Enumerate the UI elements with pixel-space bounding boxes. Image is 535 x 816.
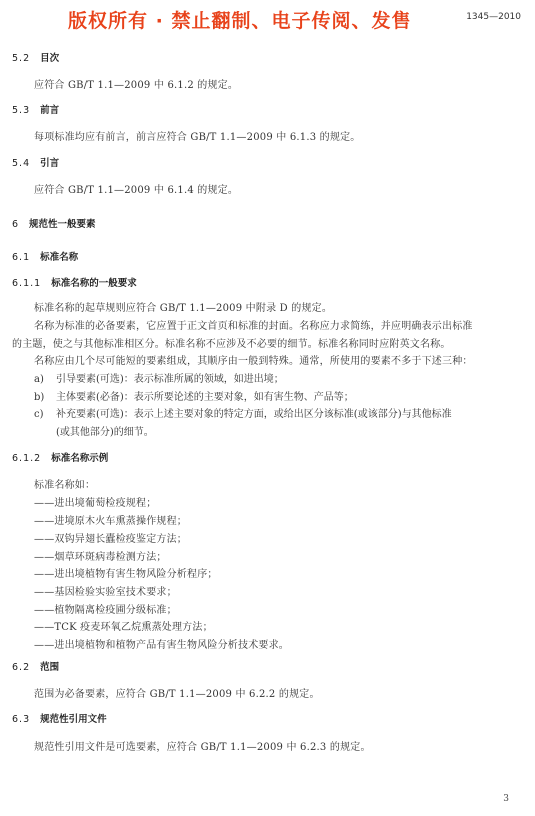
example-item: ——基因检验实验室技术要求； [34,587,177,598]
paragraph: 标准名称如： [34,480,96,491]
heading-5-2 [12,50,59,64]
example-item: ——烟草环斑病毒检测方法； [34,552,167,563]
paragraph: 名称应由几个尽可能短的要素组成，其顺序由一般到特殊。通常，所使用的要素不多于下述三种： [34,356,473,367]
list-text: 补充要素(可选)：表示上述主要对象的特定方面，或给出区分该标准(或该部分)与其他标准 [56,409,452,420]
list-item [34,388,354,403]
heading-number: 5.4 [12,158,31,169]
heading-number: 5.2 [12,53,31,64]
heading-6-3 [12,711,107,725]
paragraph: 应符合 GB/T 1.1—2009 中 6.1.2 的规定。 [34,80,239,91]
heading-6-1 [12,249,78,263]
example-item: ——进出境植物有害生物风险分析程序； [34,569,218,580]
list-label: c) [34,409,44,420]
example-item: ——进出境植物和植物产品有害生物风险分析技术要求。 [34,640,289,651]
heading-number: 6.3 [12,714,31,725]
list-text: 主体要素(必备)：表示所要论述的主要对象，如有害生物、产品等； [56,392,354,403]
list-item-continuation: (或其他部分)的细节。 [56,427,154,438]
list-text: 引导要素(可选)：表示标准所属的领域，如进出境； [56,374,284,385]
paragraph: 的主题，使之与其他标准相区分。标准名称不应涉及不必要的细节。标准名称同时应附英文名称。 [12,339,451,350]
heading-5-3 [12,102,59,116]
example-item: ——植物隔离检疫圃分级标准； [34,605,177,616]
heading-title: 标准名称的一般要求 [51,278,137,289]
example-item: ——进出境葡萄检疫规程； [34,498,157,509]
example-item: ——TCK 疫麦环氧乙烷熏蒸处理方法； [34,622,213,633]
heading-number: 5.3 [12,105,31,116]
heading-number: 6 [12,219,20,230]
list-label: a) [34,374,44,385]
list-item [34,370,284,385]
paragraph: 应符合 GB/T 1.1—2009 中 6.1.4 的规定。 [34,185,239,196]
heading-title: 引言 [40,158,60,169]
example-item: ——进境原木火车熏蒸操作规程； [34,516,187,527]
paragraph: 标准名称的起草规则应符合 GB/T 1.1—2009 中附录 D 的规定。 [34,303,333,314]
heading-title: 规范性引用文件 [40,714,107,725]
heading-6 [12,216,96,230]
heading-6-1-1 [12,275,137,289]
heading-5-4 [12,155,59,169]
list-item [34,405,452,420]
heading-title: 目次 [40,53,60,64]
paragraph: 名称为标准的必备要素，它应置于正文首页和标准的封面。名称应力求简练，并应明确表示出标准 [34,321,473,332]
heading-title: 规范性一般要素 [29,219,96,230]
heading-title: 范围 [40,662,60,673]
heading-number: 6.1.1 [12,278,42,289]
page-number: 3 [503,794,509,804]
heading-title: 标准名称 [40,252,79,263]
heading-number: 6.1 [12,252,31,263]
heading-title: 标准名称示例 [51,453,109,464]
example-item: ——双钩异翅长蠹检疫鉴定方法； [34,534,187,545]
watermark: 版权所有 · 禁止翻制、电子传阅、发售 [68,10,412,32]
paragraph: 范围为必备要素，应符合 GB/T 1.1—2009 中 6.2.2 的规定。 [34,689,320,700]
standard-code: 1345—2010 [466,12,521,22]
heading-6-1-2 [12,450,108,464]
heading-6-2 [12,659,59,673]
paragraph: 规范性引用文件是可选要素，应符合 GB/T 1.1—2009 中 6.2.3 的规定。 [34,742,371,753]
heading-title: 前言 [40,105,60,116]
heading-number: 6.2 [12,662,31,673]
list-label: b) [34,392,45,403]
paragraph: 每项标准均应有前言，前言应符合 GB/T 1.1—2009 中 6.1.3 的规定。 [34,132,361,143]
heading-number: 6.1.2 [12,453,42,464]
